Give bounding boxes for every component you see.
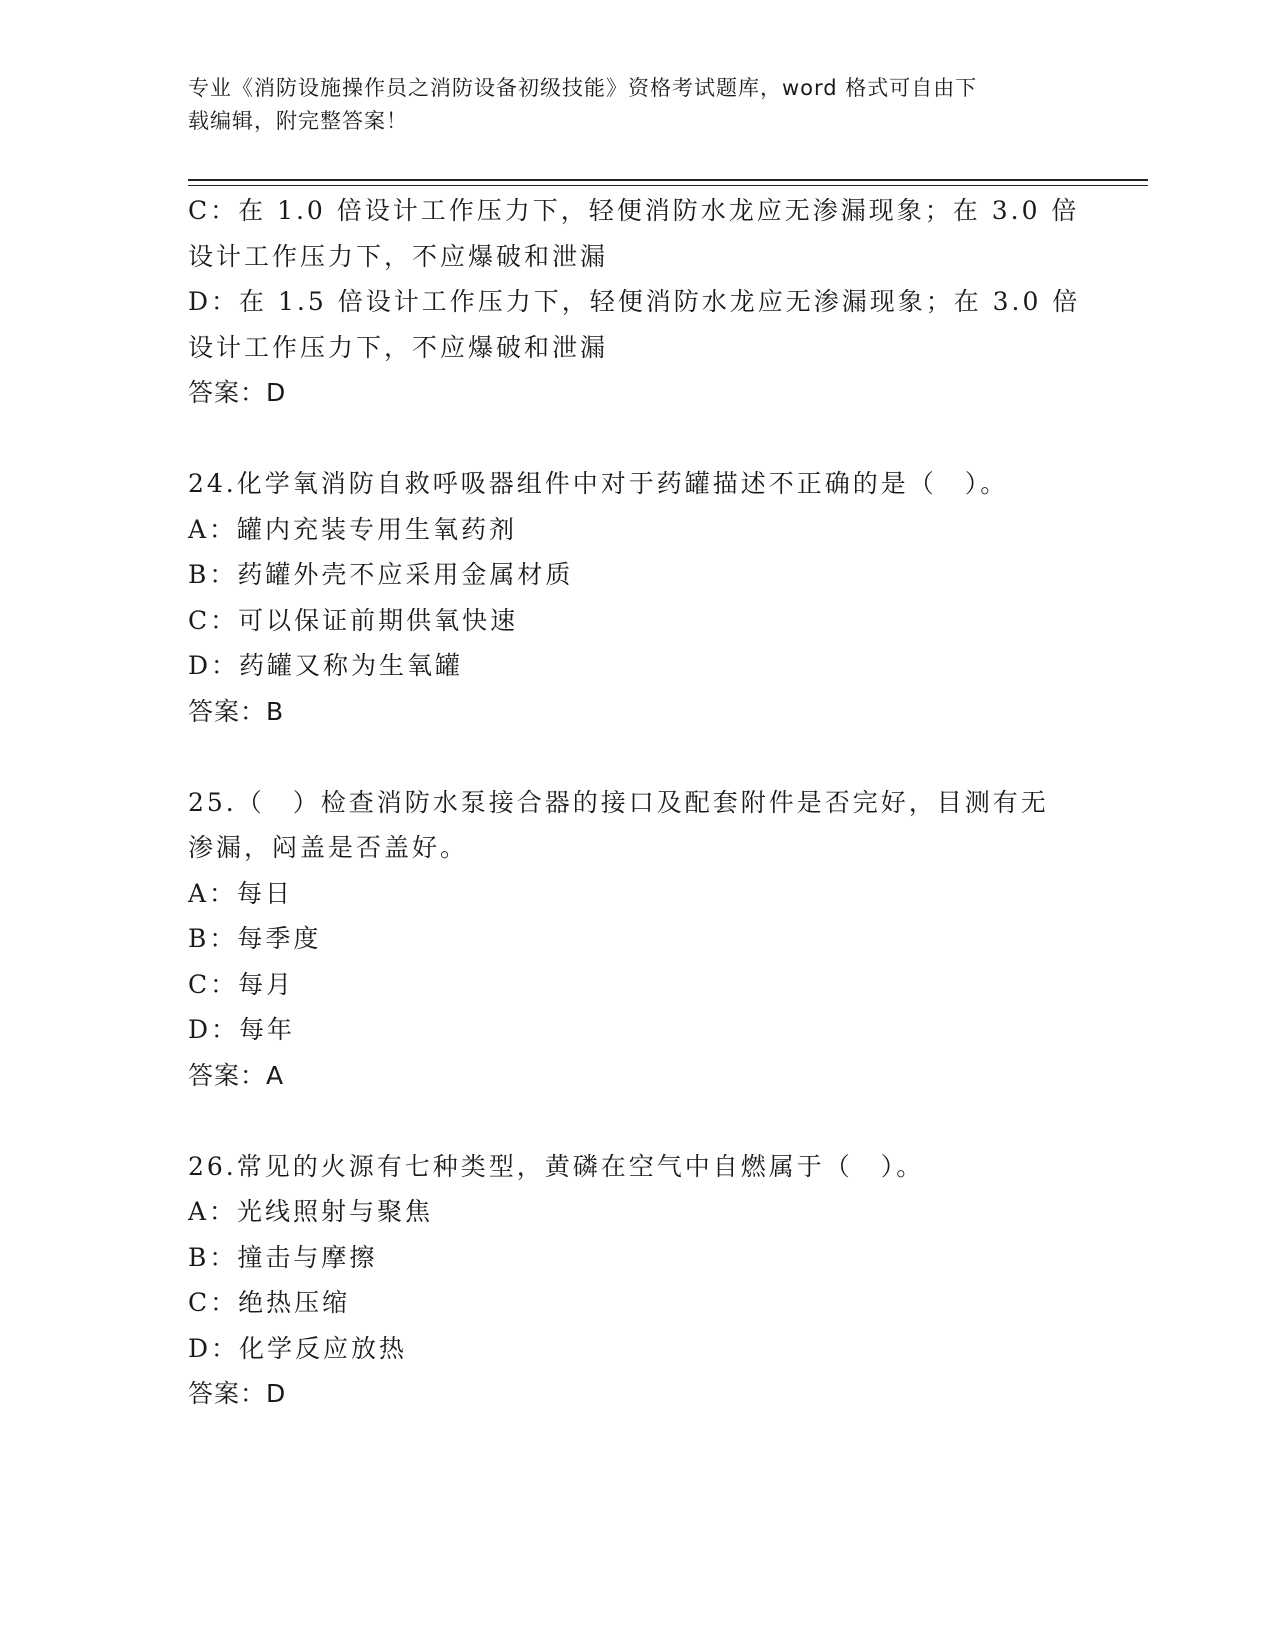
question-stem-line-2: 渗漏，闷盖是否盖好。 <box>188 833 469 862</box>
option-a: A：每日 <box>188 878 294 908</box>
question-stem: 24.化学氧消防自救呼吸器组件中对于药罐描述不正确的是（ ）。 <box>188 469 1009 498</box>
header-divider-thick <box>188 179 1148 181</box>
question-26 <box>188 1144 1088 1417</box>
option-d-line-1: D：在 1.5 倍设计工作压力下，轻便消防水龙应无渗漏现象；在 3.0 倍 <box>188 287 1081 316</box>
answer-text: 答案：D <box>188 1379 287 1408</box>
header-divider-thin <box>188 185 1148 186</box>
answer-text: 答案：A <box>188 1060 285 1090</box>
option-b: B：药罐外壳不应采用金属材质 <box>188 560 574 589</box>
answer-text: 答案：B <box>188 696 285 726</box>
question-25 <box>188 780 1088 1099</box>
header-line-1: 专业《消防设施操作员之消防设备初级技能》资格考试题库，word 格式可自由下 <box>188 76 978 100</box>
option-c: C：绝热压缩 <box>188 1288 351 1317</box>
question-stem-line-1: 25.（ ）检查消防水泵接合器的接口及配套附件是否完好，目测有无 <box>188 787 1049 817</box>
option-c: C：每月 <box>188 969 295 999</box>
option-a: A：罐内充装专用生氧药剂 <box>188 514 518 544</box>
option-d: D：药罐又称为生氧罐 <box>188 651 464 680</box>
answer-text: 答案：D <box>188 378 287 407</box>
header-line-2: 载编辑，附完整答案！ <box>188 109 408 133</box>
option-c-line-2: 设计工作压力下，不应爆破和泄漏 <box>188 241 609 271</box>
question-content <box>188 188 1088 1417</box>
question-stem: 26.常见的火源有七种类型，黄磷在空气中自燃属于（ ）。 <box>188 1151 925 1181</box>
option-c-line-1: C：在 1.0 倍设计工作压力下，轻便消防水龙应无渗漏现象；在 3.0 倍 <box>188 196 1080 225</box>
option-b: B：撞击与摩擦 <box>188 1242 378 1272</box>
question-24 <box>188 461 1088 734</box>
option-a: A：光线照射与聚焦 <box>188 1197 434 1226</box>
previous-question-options <box>188 188 1088 416</box>
option-c: C：可以保证前期供氧快速 <box>188 605 519 635</box>
option-d: D：化学反应放热 <box>188 1333 408 1363</box>
option-d-line-2: 设计工作压力下，不应爆破和泄漏 <box>188 332 609 362</box>
option-d: D：每年 <box>188 1015 296 1044</box>
option-b: B：每季度 <box>188 924 322 953</box>
document-header <box>188 72 1068 138</box>
